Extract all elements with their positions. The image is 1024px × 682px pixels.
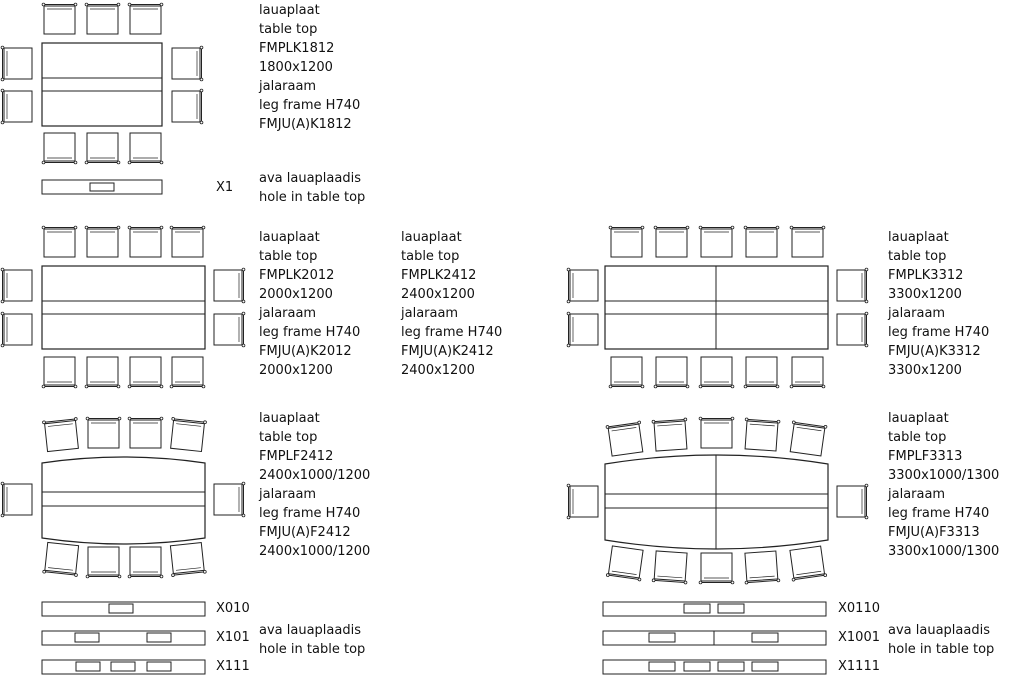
spec-line: 2400x1000/1200 (259, 544, 371, 559)
code-x010: X010 (216, 601, 250, 616)
spec-line: 2000x1200 (259, 287, 333, 302)
spec-line: FMJU(A)F3313 (888, 525, 980, 540)
table-3312 (567, 226, 868, 388)
spec-1812 (259, 1, 360, 134)
spec-line: jalaraam (888, 487, 946, 502)
spec-line: table top (888, 430, 947, 445)
hole-note-line: hole in table top (259, 190, 366, 205)
table-2012 (1, 226, 245, 388)
spec-line: 2000x1200 (259, 363, 333, 378)
spec-line: leg frame H740 (259, 506, 361, 521)
spec-line: jalaraam (888, 306, 946, 321)
hole-note-line: ava lauaplaadis (888, 623, 990, 638)
spec-line: lauaplaat (888, 230, 949, 245)
spec-line: table top (259, 249, 318, 264)
spec-line: FMJU(A)K1812 (259, 117, 352, 132)
table-f2412 (1, 417, 245, 578)
spec-line: lauaplaat (259, 3, 320, 18)
spec-line: 3300x1000/1300 (888, 544, 1000, 559)
hole-note-left (259, 621, 365, 659)
code-x0110: X0110 (838, 601, 880, 616)
spec-line: leg frame H740 (888, 506, 990, 521)
code-x1: X1 (216, 180, 234, 195)
spec-line: jalaraam (259, 79, 317, 94)
spec-line: 3300x1000/1300 (888, 468, 1000, 483)
spec-line: leg frame H740 (259, 98, 361, 113)
spec-f3313 (888, 409, 999, 561)
code-x1001: X1001 (838, 630, 880, 645)
spec-line: FMPLF3313 (888, 449, 963, 464)
spec-line: leg frame H740 (888, 325, 990, 340)
spec-line: lauaplaat (259, 230, 320, 245)
spec-line: FMJU(A)K3312 (888, 344, 981, 359)
hole-note-line: ava lauaplaadis (259, 171, 361, 186)
spec-line: jalaraam (401, 306, 459, 321)
code-x101: X101 (216, 630, 250, 645)
spec-line: FMPLK1812 (259, 41, 335, 56)
spec-line: FMPLK2412 (401, 268, 477, 283)
spec-3312 (888, 228, 989, 380)
hole-note-top (259, 169, 365, 207)
spec-line: lauaplaat (401, 230, 462, 245)
spec-line: jalaraam (259, 306, 317, 321)
spec-line: table top (888, 249, 947, 264)
spec-line: table top (259, 430, 318, 445)
spec-line: FMJU(A)F2412 (259, 525, 351, 540)
hole-strip-x1111 (603, 660, 826, 674)
code-x1111: X1111 (838, 659, 880, 674)
spec-line: 2400x1000/1200 (259, 468, 371, 483)
spec-line: 3300x1200 (888, 287, 962, 302)
spec-line: leg frame H740 (401, 325, 503, 340)
spec-line: FMPLF2412 (259, 449, 334, 464)
hole-strip-x1001 (603, 631, 826, 645)
spec-line: FMJU(A)K2012 (259, 344, 352, 359)
hole-note-line: ava lauaplaadis (259, 623, 361, 638)
spec-line: jalaraam (259, 487, 317, 502)
spec-f2412 (259, 409, 370, 561)
spec-line: 3300x1200 (888, 363, 962, 378)
table-f3313 (567, 417, 868, 584)
spec-line: lauaplaat (888, 411, 949, 426)
hole-note-right (888, 621, 994, 659)
hole-note-line: hole in table top (259, 642, 366, 657)
spec-2012 (259, 228, 360, 380)
spec-line: 2400x1200 (401, 363, 475, 378)
code-x111: X111 (216, 659, 250, 674)
table-1812 (1, 3, 203, 164)
spec-line: leg frame H740 (259, 325, 361, 340)
spec-line: 1800x1200 (259, 60, 333, 75)
spec-line: table top (259, 22, 318, 37)
hole-strip-x0110 (603, 602, 826, 616)
spec-line: FMPLK3312 (888, 268, 964, 283)
hole-strip-x111 (42, 660, 205, 674)
spec-line: lauaplaat (259, 411, 320, 426)
hole-strip-x1 (42, 180, 162, 194)
spec-2412 (401, 228, 502, 380)
spec-line: FMPLK2012 (259, 268, 335, 283)
hole-note-line: hole in table top (888, 642, 995, 657)
spec-line: table top (401, 249, 460, 264)
spec-line: 2400x1200 (401, 287, 475, 302)
hole-strip-x010 (42, 602, 205, 616)
hole-strip-x101 (42, 631, 205, 645)
spec-line: FMJU(A)K2412 (401, 344, 494, 359)
